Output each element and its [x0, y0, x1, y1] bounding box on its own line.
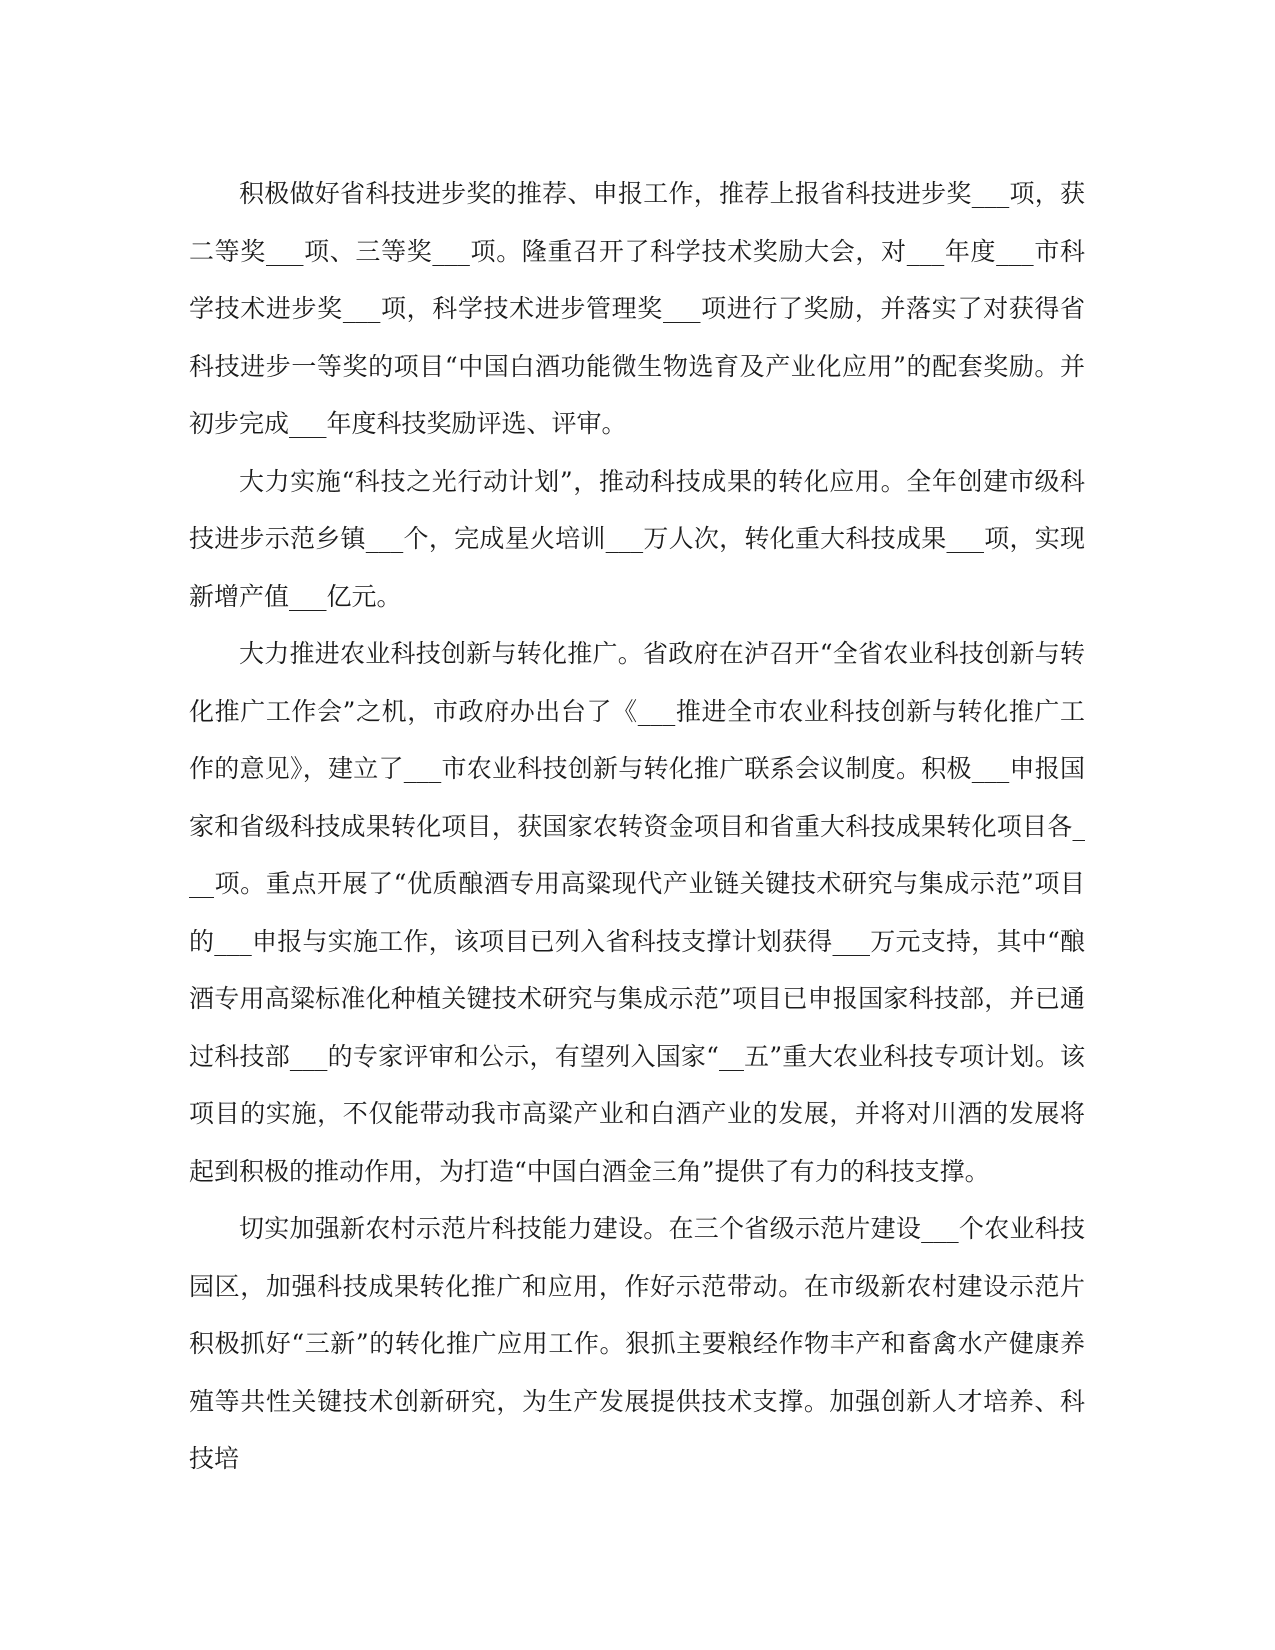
- paragraph-light-of-science-plan: 大力实施“科技之光行动计划”，推动科技成果的转化应用。全年创建市级科技进步示范乡镇___个，完成星火培训___万人次，转化重大科技成果___项，实现新增产值___亿元。: [189, 466, 1085, 611]
- paragraph-agricultural-innovation: 大力推进农业科技创新与转化推广。省政府在泸召开“全省农业科技创新与转化推广工作会”之机，市政府办出台了《___推进全市农业科技创新与转化推广工作的意见》，建立了___市农业科技创新与转化推广联系会议制度。积极___申报国家和省级科技成果转化项目，获国家农转资金项目和省重大科技成果转化项目各___项。重点开展了“优质酿酒专用高粱现代产业链关键技术研究与集成示范”项目的___申报与实施工作，该项目已列入省科技支撑计划获得___万元支持，其中“酿酒专用高粱标准化种植关键技术研究与集成示范”项目已申报国家科技部，并已通过科技部___的专家评审和公示，有望列入国家“__五”重大农业科技专项计划。该项目的实施，不仅能带动我市高粱产业和白酒产业的发展，并将对川酒的发展将起到积极的推动作用，为打造“中国白酒金三角”提供了有力的科技支撑。: [189, 639, 1085, 1186]
- paragraph-new-village-demonstration: 切实加强新农村示范片科技能力建设。在三个省级示范片建设___个农业科技园区，加强科技成果转化推广和应用，作好示范带动。在市级新农村建设示范片积极抓好“三新”的转化推广应用工作。狠抓主要粮经作物丰产和畜禽水产健康养殖等共性关键技术创新研究，为生产发展提供技术支撑。加强创新人才培养、科技培: [189, 1214, 1085, 1473]
- paragraph-science-awards: 积极做好省科技进步奖的推荐、申报工作，推荐上报省科技进步奖___项，获二等奖___项、三等奖___项。隆重召开了科学技术奖励大会，对___年度___市科学技术进步奖___项，科学技术进步管理奖___项进行了奖励，并落实了对获得省科技进步一等奖的项目“中国白酒功能微生物选育及产业化应用”的配套奖励。并初步完成___年度科技奖励评选、评审。: [189, 179, 1085, 438]
- document-body: [189, 165, 1085, 1488]
